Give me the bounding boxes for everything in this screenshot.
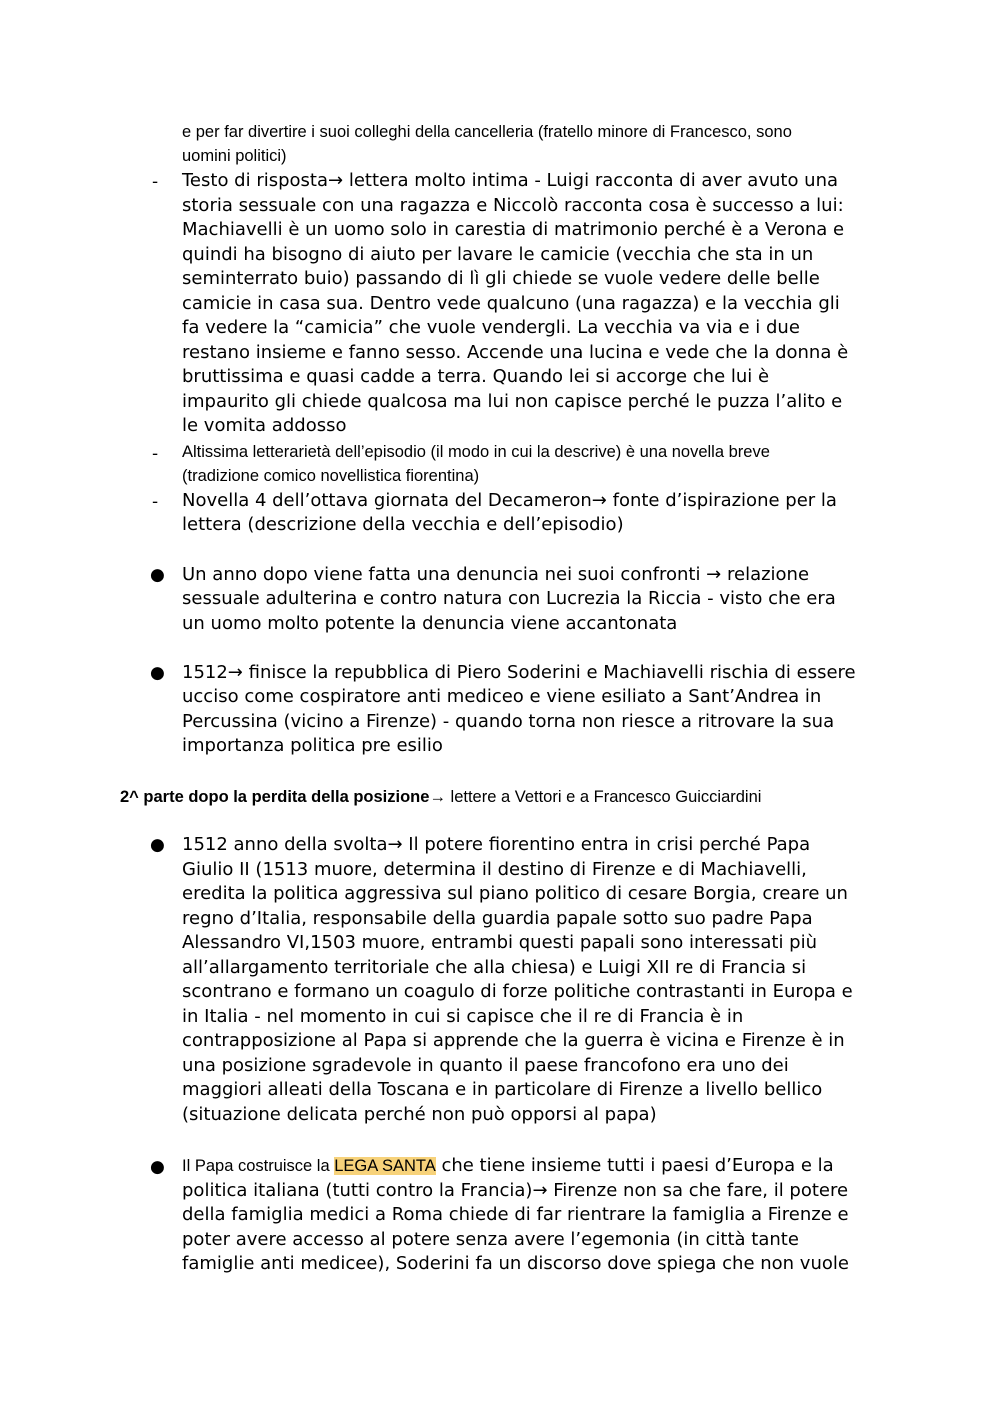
bullet-marker: ●	[150, 663, 165, 683]
dash-item-2-line: Altissima letterarietà dell’episodio (il modo in cui la descrive) è una novella breve	[182, 443, 770, 461]
last-bullet-line: poter avere accesso al potere senza avere l’egemonia (in città tante	[182, 1229, 799, 1250]
bullet-b1-line: scontrano e formano un coagulo di forze politiche contrastanti in Europa e	[182, 981, 853, 1002]
dash-item-1-line: bruttissima e quasi cadde a terra. Quando lei si accorge che lui è	[182, 366, 770, 387]
dash-item-2-line: (tradizione comico novellistica fiorentina)	[182, 467, 480, 485]
bullet-b1-line: Giulio II (1513 muore, determina il destino di Firenze e di Machiavelli,	[182, 859, 807, 880]
dash-item-1-line: storia sessuale con una ragazza e Niccolò racconta cosa è successo a lui:	[182, 195, 844, 216]
last-bullet-line: politica italiana (tutti contro la Francia)→ Firenze non sa che fare, il potere	[182, 1180, 849, 1201]
dash-item-1-line: seminterrato buio) passando di lì gli chiede se vuole vedere delle belle	[182, 268, 820, 289]
bullet-b1-line: in Italia - nel momento in cui si capisce che il re di Francia è in	[182, 1006, 744, 1027]
bullet-b1-line: regno d’Italia, responsabile della guardia papale sotto suo padre Papa	[182, 908, 813, 929]
dash-item-1-line: quindi ha bisogno di aiuto per lavare le camicie (vecchia che sta in un	[182, 244, 814, 265]
bullet-b1-line: 1512 anno della svolta→ Il potere fiorentino entra in crisi perché Papa	[182, 834, 811, 855]
intro-line-2: uomini politici)	[182, 147, 287, 165]
bullet-a1-line: Un anno dopo viene fatta una denuncia nei suoi confronti → relazione	[182, 564, 810, 585]
last-bullet-first-line	[182, 1155, 834, 1176]
dash-marker: -	[152, 444, 159, 464]
dash-item-1-line: Testo di risposta→ lettera molto intima - Luigi racconta di aver avuto una	[182, 170, 839, 191]
dash-marker: -	[152, 492, 159, 512]
bullet-a2-line: importanza politica pre esilio	[182, 735, 443, 756]
dash-item-1-line: le vomita addosso	[182, 415, 347, 436]
section-heading	[120, 788, 761, 807]
bullet-marker: ●	[150, 565, 165, 585]
bullet-a1-line: un uomo molto potente la denuncia viene accantonata	[182, 613, 678, 634]
bullet-b1-line: contrapposizione al Papa si apprende che la guerra è vicina e Firenze è in	[182, 1030, 845, 1051]
bullet-marker: ●	[150, 1157, 165, 1177]
dash-item-3-line: lettera (descrizione della vecchia e dell’episodio)	[182, 514, 624, 535]
last-bullet-line: famiglie anti medicee), Soderini fa un discorso dove spiega che non vuole	[182, 1253, 849, 1274]
dash-item-1-line: fa vedere la “camicia” che vuole vendergli. La vecchia va via e i due	[182, 317, 800, 338]
dash-item-1-line: restano insieme e fanno sesso. Accende una lucina e vede che la donna è	[182, 342, 849, 363]
last-bullet-first-pre: Il Papa costruisce la	[182, 1157, 335, 1175]
lega-santa-highlight: LEGA SANTA	[334, 1157, 436, 1175]
last-bullet-first-post: che tiene insieme tutti i paesi d’Europa e la	[435, 1155, 834, 1176]
bullet-b1-line: all’allargamento territoriale che alla chiesa) e Luigi XII re di Francia si	[182, 957, 807, 978]
section-heading-rest: → lettere a Vettori e a Francesco Guicciardini	[429, 788, 762, 806]
dash-item-1-line: camicie in casa sua. Dentro vede qualcuno (una ragazza) e la vecchia gli	[182, 293, 840, 314]
dash-item-1-line: Machiavelli è un uomo solo in carestia di matrimonio perché è a Verona e	[182, 219, 845, 240]
bullet-b1-line: eredita la politica aggressiva sul piano politico di cesare Borgia, creare un	[182, 883, 848, 904]
bullet-a1-line: sessuale adulterina e contro natura con Lucrezia la Riccia - visto che era	[182, 588, 836, 609]
bullet-a2-line: ucciso come cospiratore anti mediceo e viene esiliato a Sant’Andrea in	[182, 686, 822, 707]
dash-item-3-line: Novella 4 dell’ottava giornata del Decameron→ fonte d’ispirazione per la	[182, 490, 837, 511]
bullet-b1-line: (situazione delicata perché non può opporsi al papa)	[182, 1104, 657, 1125]
bullet-b1-line: una posizione sgradevole in quanto il paese francofono era uno dei	[182, 1055, 789, 1076]
bullet-b1-line: Alessandro VI,1503 muore, entrambi questi papali sono interessati più	[182, 932, 818, 953]
last-bullet-line: della famiglia medici a Roma chiede di far rientrare la famiglia a Firenze e	[182, 1204, 849, 1225]
intro-line-1: e per far divertire i suoi colleghi della cancelleria (fratello minore di Francesco, sono	[182, 123, 792, 141]
bullet-marker: ●	[150, 835, 165, 855]
bullet-a2-line: 1512→ finisce la repubblica di Piero Soderini e Machiavelli rischia di essere	[182, 662, 856, 683]
bullet-b1-line: maggiori alleati della Toscana e in particolare di Firenze a livello bellico	[182, 1079, 823, 1100]
dash-item-1-line: impaurito gli chiede qualcosa ma lui non capisce perché le puzza l’alito e	[182, 391, 843, 412]
bullet-a2-line: Percussina (vicino a Firenze) - quando torna non riesce a ritrovare la sua	[182, 711, 835, 732]
dash-marker: -	[152, 172, 159, 192]
section-heading-bold: 2^ parte dopo la perdita della posizione	[120, 788, 430, 806]
